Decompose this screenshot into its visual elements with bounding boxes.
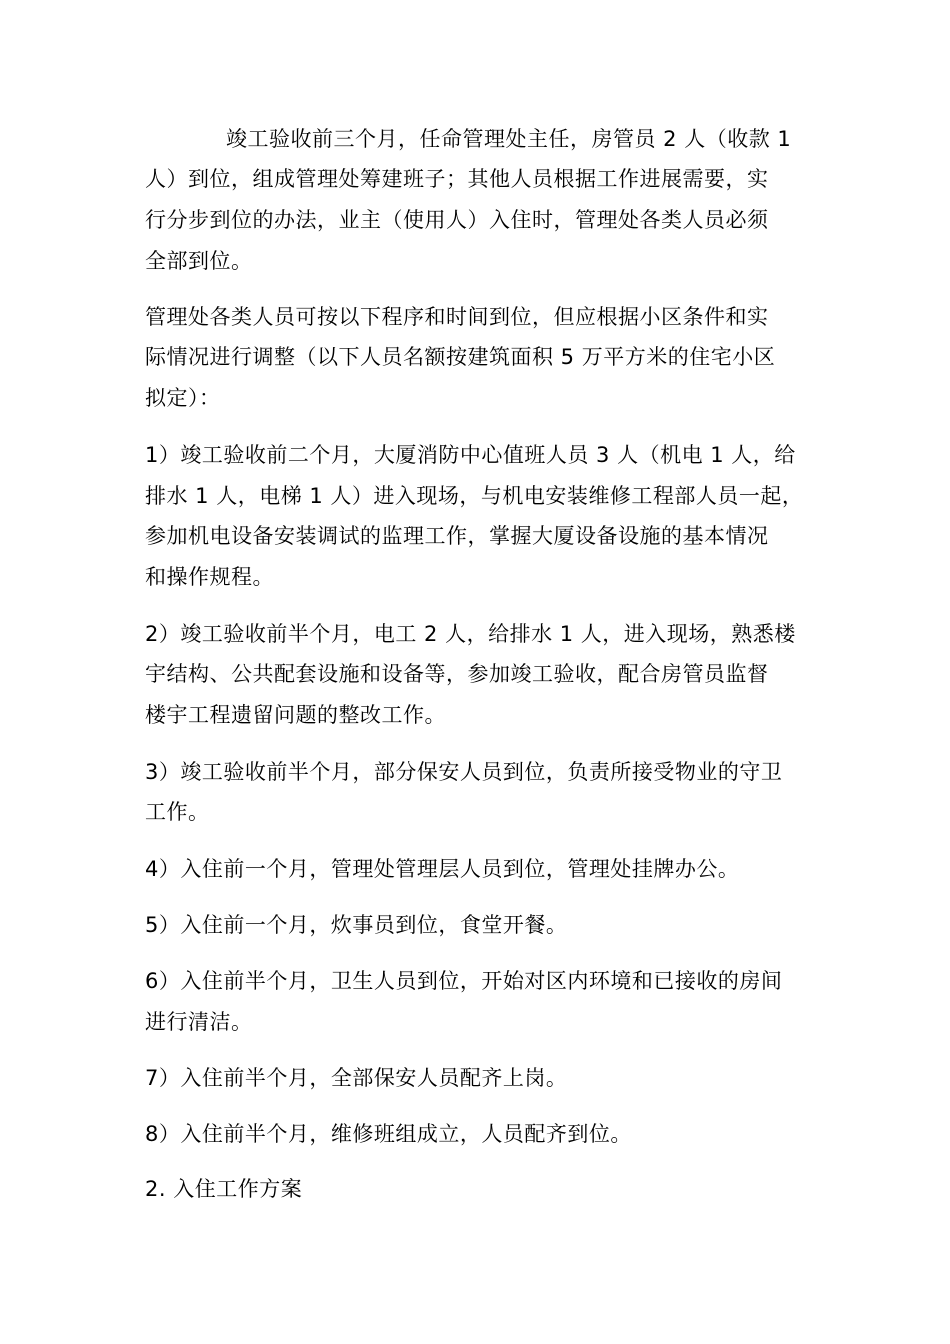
paragraph-2-line-2: 际情况进行调整（以下人员名额按建筑面积 5 万平方米的住宅小区 <box>145 345 776 369</box>
paragraph-1-line-1: 竣工验收前三个月，任命管理处主任，房管员 2 人（收款 1 <box>226 127 792 151</box>
list-item-3-line-2: 工作。 <box>145 800 210 824</box>
list-item-4: 4）入住前一个月，管理处管理层人员到位，管理处挂牌办公。 <box>145 857 740 881</box>
section-heading: 2. 入住工作方案 <box>145 1177 303 1201</box>
paragraph-1-line-2: 人）到位，组成管理处筹建班子；其他人员根据工作进展需要，实 <box>145 167 769 191</box>
list-item-1-line-3: 参加机电设备安装调试的监理工作，掌握大厦设备设施的基本情况 <box>145 524 769 548</box>
list-item-1-line-1: 1）竣工验收前二个月，大厦消防中心值班人员 3 人（机电 1 人，给 <box>145 443 796 467</box>
list-item-5: 5）入住前一个月，炊事员到位，食堂开餐。 <box>145 913 568 937</box>
list-item-2-line-2: 宇结构、公共配套设施和设备等，参加竣工验收，配合房管员监督 <box>145 662 769 686</box>
paragraph-1-line-4: 全部到位。 <box>145 249 253 273</box>
list-item-3-line-1: 3）竣工验收前半个月，部分保安人员到位，负责所接受物业的守卫 <box>145 760 783 784</box>
list-item-2-line-1: 2）竣工验收前半个月，电工 2 人，给排水 1 人，进入现场，熟悉楼 <box>145 622 796 646</box>
list-item-1-line-4: 和操作规程。 <box>145 565 274 589</box>
paragraph-2-line-1: 管理处各类人员可按以下程序和时间到位，但应根据小区条件和实 <box>145 305 769 329</box>
list-item-2-line-3: 楼宇工程遗留问题的整改工作。 <box>145 703 446 727</box>
list-item-6-line-1: 6）入住前半个月，卫生人员到位，开始对区内环境和已接收的房间 <box>145 969 783 993</box>
list-item-6-line-2: 进行清洁。 <box>145 1010 253 1034</box>
list-item-1-line-2: 排水 1 人，电梯 1 人）进入现场，与机电安装维修工程部人员一起， <box>145 484 804 508</box>
list-item-7: 7）入住前半个月，全部保安人员配齐上岗。 <box>145 1066 568 1090</box>
list-item-8: 8）入住前半个月，维修班组成立，人员配齐到位。 <box>145 1122 632 1146</box>
paragraph-2-line-3: 拟定）： <box>145 386 221 410</box>
paragraph-1-line-3: 行分步到位的办法，业主（使用人）入住时，管理处各类人员必须 <box>145 208 769 232</box>
